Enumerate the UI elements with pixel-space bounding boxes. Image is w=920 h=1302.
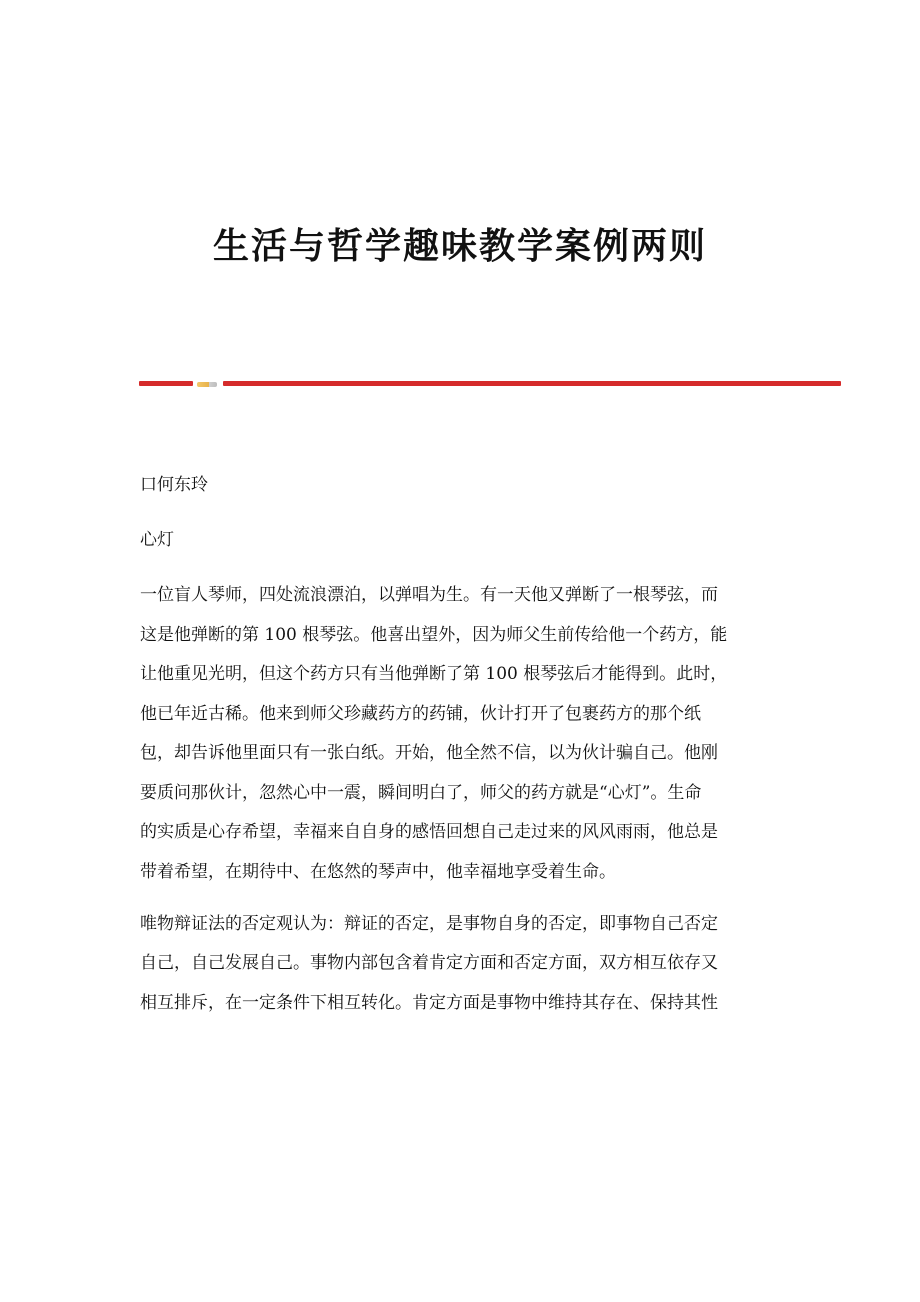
divider-right-bar <box>223 381 841 386</box>
paragraph-line: 的实质是心存希望，幸福来自自身的感悟回想自己走过来的风风雨雨，他总是 <box>140 822 718 842</box>
paragraph-line: 要质问那伙计，忽然心中一震，瞬间明白了，师父的药方就是“心灯”。生命 <box>140 782 702 803</box>
divider-left-bar <box>139 381 193 386</box>
paragraph-line: 带着希望，在期待中、在悠然的琴声中，他幸福地享受着生命。 <box>140 861 616 882</box>
paragraph-1 <box>140 580 772 887</box>
paragraph-line: 一位盲人琴师，四处流浪漂泊，以弹唱为生。有一天他又弹断了一根琴弦，而 <box>140 585 718 605</box>
article-body <box>140 470 772 1040</box>
paragraph-line: 自己，自己发展自己。事物内部包含着肯定方面和否定方面，双方相互依存又 <box>140 953 718 973</box>
author-line: 口何东玲 <box>140 475 208 495</box>
document-title: 生活与哲学趣味教学案例两则 <box>212 225 707 267</box>
paragraph-line: 这是他弹断的第 100 根琴弦。他喜出望外，因为师父生前传给他一个药方，能 <box>140 624 728 645</box>
pencil-icon <box>197 382 217 387</box>
paragraph-line: 唯物辩证法的否定观认为：辩证的否定，是事物自身的否定，即事物自己否定 <box>140 913 718 934</box>
paragraph-2 <box>140 909 772 1018</box>
paragraph-line: 他已年近古稀。他来到师父珍藏药方的药铺，伙计打开了包裹药方的那个纸 <box>140 703 701 724</box>
decorative-divider <box>139 380 841 388</box>
paragraph-line: 让他重见光明，但这个药方只有当他弹断了第 100 根琴弦后才能得到。此时， <box>140 664 728 684</box>
paragraph-line: 相互排斥，在一定条件下相互转化。肯定方面是事物中维持其存在、保持其性 <box>140 992 718 1013</box>
section-heading: 心灯 <box>140 530 174 550</box>
paragraph-line: 包，却告诉他里面只有一张白纸。开始，他全然不信，以为伙计骗自己。他刚 <box>140 743 718 763</box>
